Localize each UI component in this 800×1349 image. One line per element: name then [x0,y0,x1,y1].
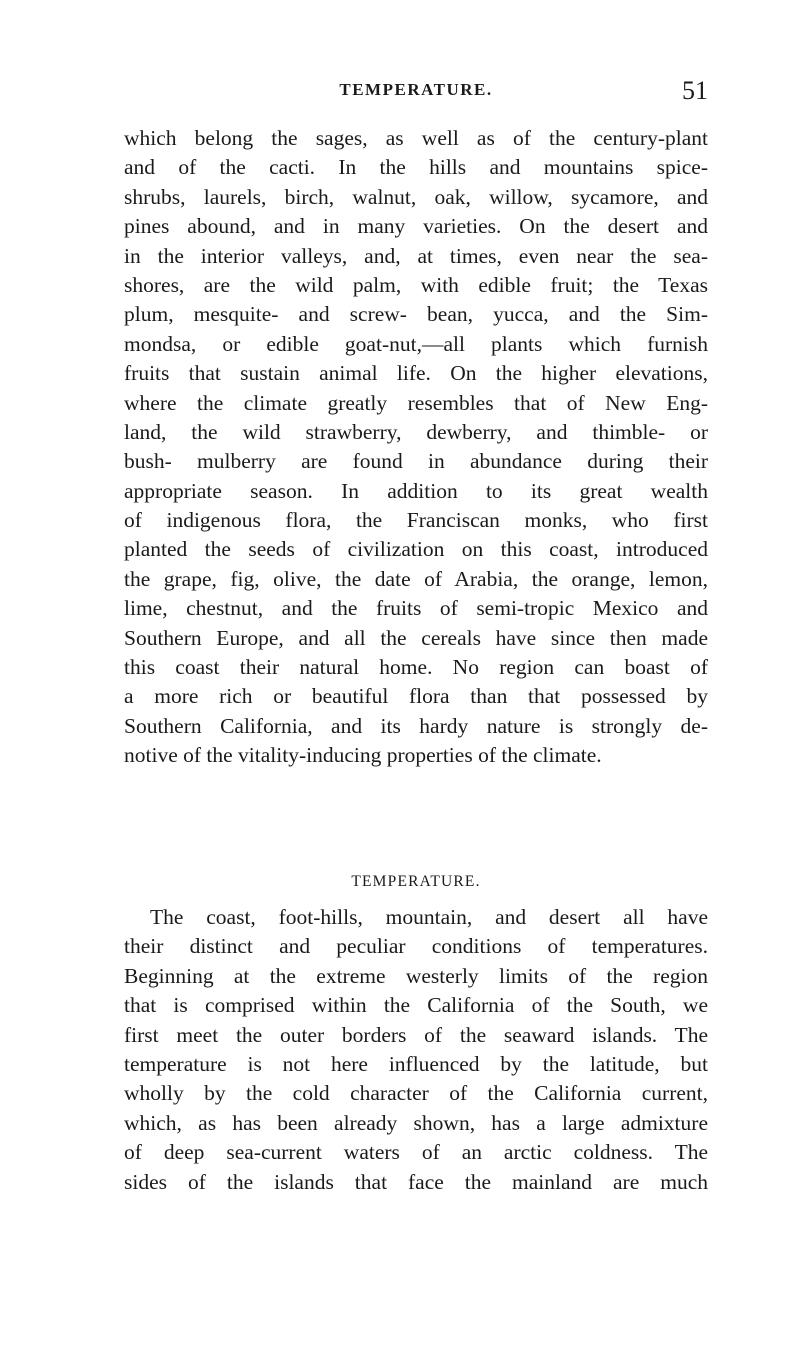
text-line: appropriate season. In addition to its great wealth [124,478,708,503]
text-line: Beginning at the extreme westerly limits of the region [124,963,708,988]
text-line: temperature is not here influenced by the latitude, but [124,1051,708,1076]
text-line: and of the cacti. In the hills and mountains spice- [124,155,708,180]
section-heading: TEMPERATURE. [351,873,481,890]
text-line: their distinct and peculiar conditions of temperatures. [124,934,708,959]
text-line: that is comprised within the California of the South, we [124,993,708,1018]
text-line: land, the wild strawberry, dewberry, and thimble- or [124,419,708,444]
text-line: The coast, foot-hills, mountain, and desert all have [150,905,708,929]
text-line: where the climate greatly resembles that of New Eng- [124,390,708,415]
text-line: mondsa, or edible goat-nut,—all plants which furnish [124,331,708,356]
text-line: of deep sea-current waters of an arctic coldness. The [124,1140,708,1165]
text-line: the grape, fig, olive, the date of Arabia, the orange, lemon, [124,566,708,591]
text-line: shrubs, laurels, birch, walnut, oak, willow, sycamore, and [124,184,708,209]
text-line: which belong the sages, as well as of the century-plant [124,126,708,150]
paragraph-flora [124,124,708,771]
text-line: in the interior valleys, and, at times, even near the sea- [124,243,708,268]
text-line: bush- mulberry are found in abundance during their [124,449,708,474]
text-line: first meet the outer borders of the seaward islands. The [124,1022,708,1047]
running-title: TEMPERATURE. [339,80,493,99]
running-head [124,76,708,110]
text-line: pines abound, and in many varieties. On the desert and [124,214,708,239]
text-line: Southern California, and its hardy nature is strongly de- [124,713,708,738]
text-line: plum, mesquite- and screw- bean, yucca, and the Sim- [124,302,708,327]
paragraph-temperature [124,903,708,1197]
text-line: which, as has been already shown, has a large admixture [124,1110,708,1135]
text-line: wholly by the cold character of the California current, [124,1081,708,1106]
text-line: shores, are the wild palm, with edible fruit; the Texas [124,272,708,297]
text-line: Southern Europe, and all the cereals have since then made [124,625,708,650]
text-line: this coast their natural home. No region can boast of [124,655,708,680]
page-number: 51 [682,76,708,105]
text-line: planted the seeds of civilization on this coast, introduced [124,537,708,562]
text-line: sides of the islands that face the mainland are much [124,1169,708,1194]
text-line: of indigenous flora, the Franciscan monks, who first [124,508,708,533]
text-line: a more rich or beautiful flora than that possessed by [124,684,708,709]
text-line: fruits that sustain animal life. On the higher elevations, [124,361,708,386]
text-line: notive of the vitality-inducing properties of the climate. [124,743,602,768]
text-line: lime, chestnut, and the fruits of semi-tropic Mexico and [124,596,708,621]
